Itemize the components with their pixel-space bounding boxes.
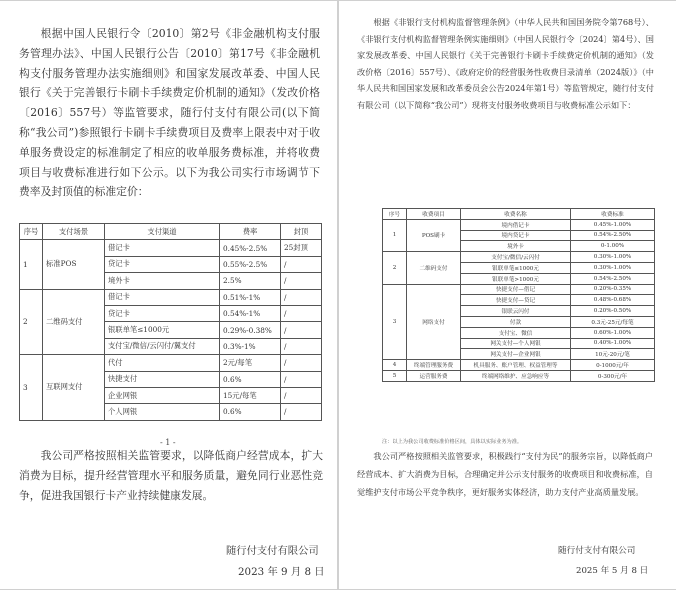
fee-rate: 2元/每笔 [220, 355, 281, 371]
right-fee-table [382, 208, 655, 382]
fee-name: 银联云闪付 [461, 306, 571, 317]
fee-name: 网关支付—企业网银 [461, 349, 571, 360]
right-table-header-no: 序号 [383, 209, 407, 220]
payment-channel: 借记卡 [105, 240, 220, 256]
fee-name: 境内借记卡 [461, 219, 571, 230]
fee-standard: 0.3元-25元/每笔 [571, 316, 655, 327]
right-date: 2025 年 5 月 8 日 [576, 566, 649, 576]
fee-cap: / [281, 273, 322, 289]
fee-cap: / [281, 338, 322, 354]
fee-rate: 0.3%-1% [220, 338, 281, 354]
fee-standard: 0.45%-1.00% [571, 219, 655, 230]
fee-name: 银联单笔>1000元 [461, 273, 571, 284]
table-row [20, 240, 322, 256]
fee-standard: 0-1.00% [571, 241, 655, 252]
row-number: 1 [20, 240, 43, 289]
payment-channel: 贷记卡 [105, 305, 220, 321]
fee-name: 银联单笔≤1000元 [461, 262, 571, 273]
fee-name: 终端网络维护、应急响应等 [461, 370, 571, 381]
payment-channel: 贷记卡 [105, 256, 220, 272]
left-company-name: 随行付支付有限公司 [226, 545, 319, 557]
right-company-name: 随行付支付有限公司 [558, 546, 636, 556]
payment-channel: 境外卡 [105, 273, 220, 289]
fee-rate: 0.51%-1% [220, 289, 281, 305]
fee-standard: 0.30%-1.00% [571, 262, 655, 273]
fee-name: 境内贷记卡 [461, 230, 571, 241]
right-table-header-item: 收费项目 [407, 209, 461, 220]
right-table-footnote: 注：以上为我公司收费标准价格区间，具体以实际业务为准。 [382, 439, 523, 445]
fee-item: 网络支付 [407, 284, 461, 360]
payment-channel: 代付 [105, 355, 220, 371]
payment-scene: 标准POS [43, 240, 105, 289]
fee-rate: 15元/每笔 [220, 387, 281, 403]
row-number: 2 [20, 289, 43, 355]
table-row [20, 355, 322, 371]
row-number: 3 [383, 284, 407, 360]
fee-cap: / [281, 387, 322, 403]
fee-rate: 0.45%-2.5% [220, 240, 281, 256]
fee-standard: 0-300元/年 [571, 370, 655, 381]
right-intro-paragraph: 根据《非银行支付机构监督管理条例》（中华人民共和国国务院令第768号）、《非银行支付机构监督管理条例实施细则》（中国人民银行令〔2024〕第4号）、国家发展改革委、中国人民银行《关于完善银行卡刷卡手续费定价机制的通知》（发改价格〔2016〕557号）、《政府定价的经营服务性收费目录清单（2024版）》（中华人民共和国国家发展和改革委员会公告2024年第1号）等监管规定，随行付支付有限公司（以下简称“我公司”）现将支付服务收费项目与收费标准公示如下： [357, 17, 654, 110]
fee-rate: 0.55%-2.5% [220, 256, 281, 272]
row-number: 5 [383, 370, 407, 381]
fee-item: 终端管理服务费 [407, 360, 461, 371]
table-row [383, 252, 655, 263]
table-row [383, 219, 655, 230]
left-table-header-no: 序号 [20, 224, 43, 240]
left-table-header-rate: 费率 [220, 224, 281, 240]
payment-channel: 企业网银 [105, 387, 220, 403]
left-page-number: - 1 - [160, 438, 176, 447]
fee-rate: 0.6% [220, 404, 281, 420]
fee-cap: / [281, 322, 322, 338]
fee-name: 网关支付—个人网银 [461, 338, 571, 349]
table-row [383, 360, 655, 371]
fee-standard: 0.54%-2.50% [571, 273, 655, 284]
fee-name: 境外卡 [461, 241, 571, 252]
fee-name: 付款 [461, 316, 571, 327]
payment-channel: 个人网银 [105, 404, 220, 420]
row-number: 2 [383, 252, 407, 284]
fee-standard: 0.30%-1.00% [571, 252, 655, 263]
fee-name: 支付宝、微信 [461, 327, 571, 338]
payment-scene: 二维码支付 [43, 289, 105, 355]
fee-name: 快捷支付—贷记 [461, 295, 571, 306]
left-intro-paragraph: 根据中国人民银行令〔2010〕第2号《非金融机构支付服务管理办法》、中国人民银行公告〔2010〕第17号《非金融机构支付服务管理办法实施细则》和国家发展改革委、中国人民银行《关于完善银行卡刷卡手续费定价机制的通知》（发改价格〔2016〕557号）等监管要求，随行付支付有限公司(以下简称“我公司”)参照银行卡刷卡手续费项目及费率上限表中对于收单服务费设定的标准制定了相应的收单服务费标准，并将收费项目与收费标准进行如下公示。以下为我公司实行市场调节下费率及封顶值的标准定价： [19, 27, 320, 199]
payment-scene: 互联网支付 [43, 355, 105, 421]
right-table-header-row [383, 209, 655, 220]
fee-rate: 0.29%-0.38% [220, 322, 281, 338]
fee-cap: / [281, 355, 322, 371]
row-number: 3 [20, 355, 43, 421]
fee-standard: 0.20%-0.50% [571, 306, 655, 317]
payment-channel: 快捷支付 [105, 371, 220, 387]
fee-cap: 25封顶 [281, 240, 322, 256]
fee-rate: 0.6% [220, 371, 281, 387]
left-date: 2023 年 9 月 8 日 [238, 566, 325, 578]
fee-item: 二维码支付 [407, 252, 461, 284]
fee-name: 快捷支付—借记 [461, 284, 571, 295]
left-fee-table [19, 223, 322, 421]
fee-name: 支付宝/微信/云闪付 [461, 252, 571, 263]
fee-item: 运营服务费 [407, 370, 461, 381]
fee-cap: / [281, 289, 322, 305]
fee-cap: / [281, 256, 322, 272]
fee-standard: 0.40%-1.00% [571, 338, 655, 349]
fee-standard: 0-1000元/年 [571, 360, 655, 371]
left-table-header-row [20, 224, 322, 240]
payment-channel: 支付宝/微信/云闪付/翼支付 [105, 338, 220, 354]
table-row [383, 370, 655, 381]
fee-standard: 0.60%-1.00% [571, 327, 655, 338]
fee-standard: 0.54%-2.50% [571, 230, 655, 241]
table-row [20, 289, 322, 305]
left-table-header-scene: 支付场景 [43, 224, 105, 240]
row-number: 4 [383, 360, 407, 371]
payment-channel: 借记卡 [105, 289, 220, 305]
fee-cap: / [281, 371, 322, 387]
fee-standard: 10元-20元/笔 [571, 349, 655, 360]
payment-channel: 银联单笔≤1000元 [105, 322, 220, 338]
fee-item: POS刷卡 [407, 219, 461, 251]
right-closing-paragraph: 我公司严格按照相关监管要求，积极践行“支付为民”的服务宗旨，以降低商户经营成本、扩大消费为目标，合理确定并公示支付服务的收费项目和收费标准，自觉维护支付市场公平竞争秩序，更好服务实体经济，助力支付产业高质量发展。 [357, 451, 653, 497]
fee-standard: 0.20%-0.35% [571, 284, 655, 295]
left-closing-paragraph: 我公司严格按照相关监管要求，以降低商户经营成本，扩大消费为目标，提升经营管理水平和服务质量，避免同行业恶性竞争，促进我国银行卡产业持续健康发展。 [19, 449, 323, 502]
table-row [383, 284, 655, 295]
fee-rate: 0.54%-1% [220, 305, 281, 321]
left-table-header-cap: 封顶 [281, 224, 322, 240]
fee-cap: / [281, 305, 322, 321]
fee-cap: / [281, 404, 322, 420]
fee-rate: 2.5% [220, 273, 281, 289]
left-table-header-channel: 支付渠道 [105, 224, 220, 240]
fee-standard: 0.48%-0.68% [571, 295, 655, 306]
row-number: 1 [383, 219, 407, 251]
right-table-header-standard: 收费标准 [571, 209, 655, 220]
right-table-header-name: 收费名称 [461, 209, 571, 220]
fee-name: 机具服务、账户管理、权益管理等 [461, 360, 571, 371]
